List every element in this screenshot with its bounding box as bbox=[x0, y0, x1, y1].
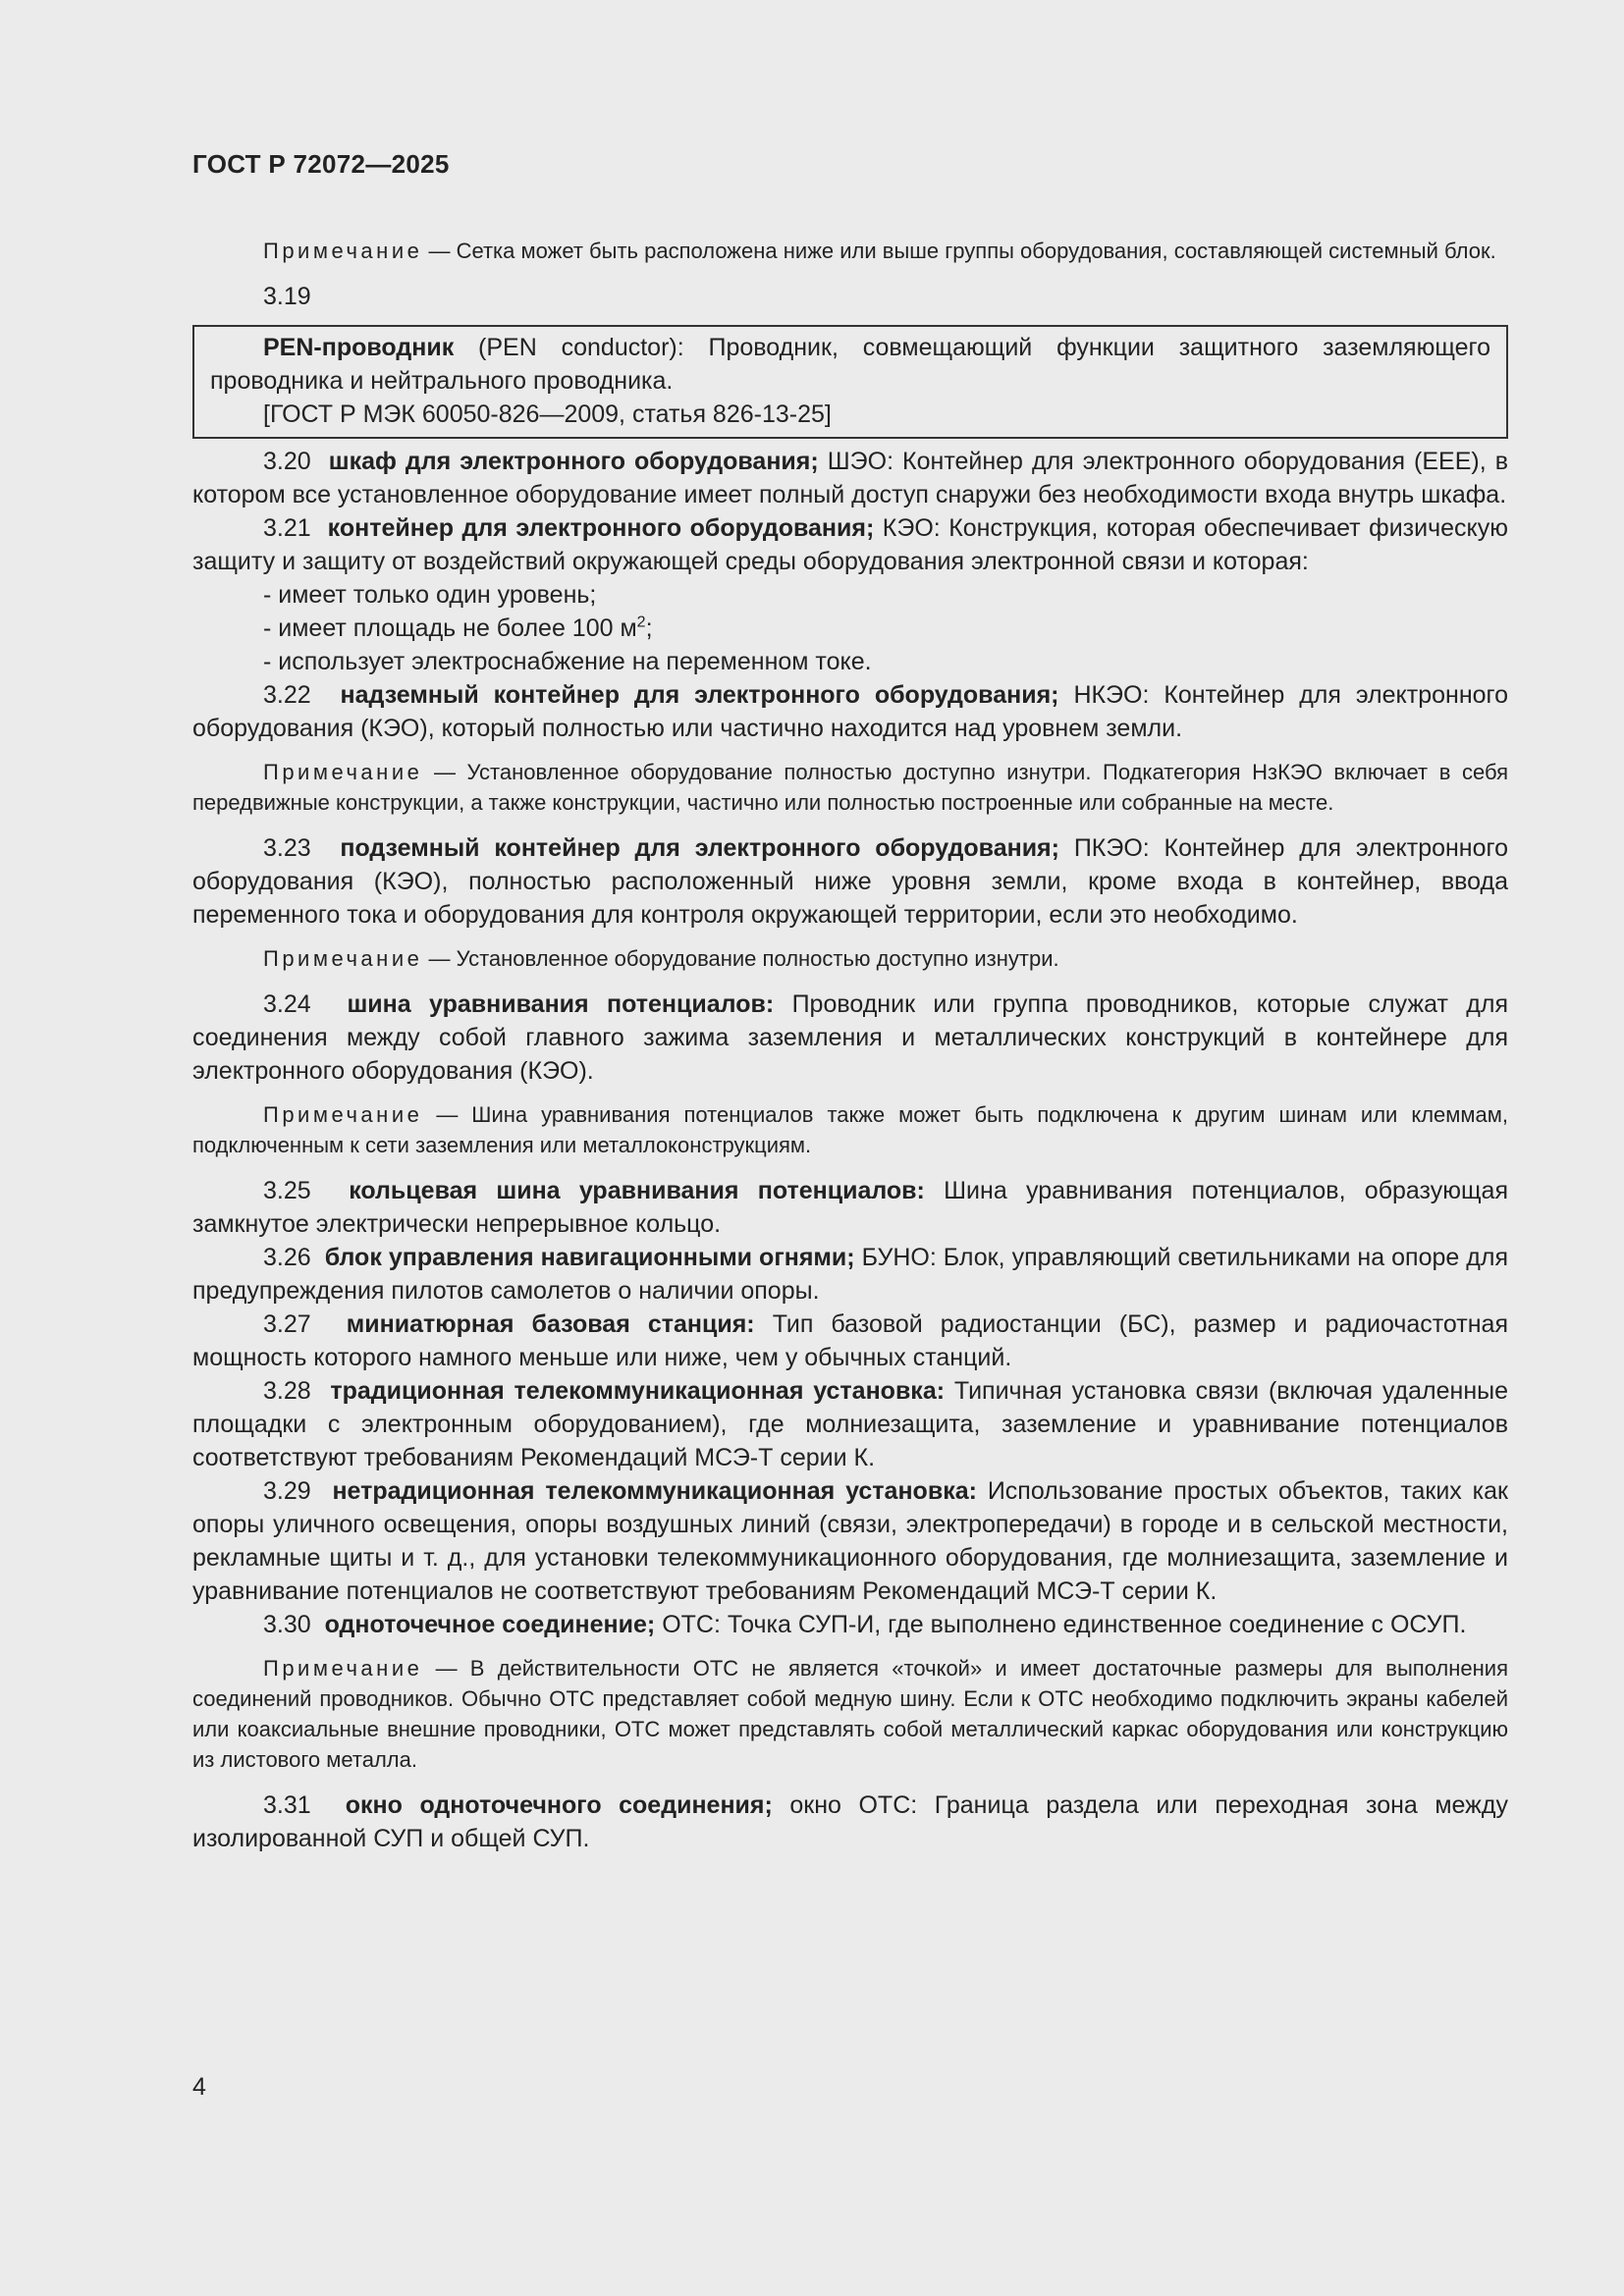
entry-paragraph bbox=[192, 445, 1508, 511]
entry-number: 3.23 bbox=[263, 834, 311, 862]
entry-number: 3.27 bbox=[263, 1310, 311, 1338]
entry-paragraph bbox=[192, 831, 1508, 932]
entry-number: 3.25 bbox=[263, 1177, 311, 1204]
note-label: Примечание bbox=[263, 239, 423, 263]
list-item-end: ; bbox=[645, 614, 653, 642]
note-paragraph bbox=[192, 236, 1508, 266]
term: подземный контейнер для электронного оборудования; bbox=[340, 834, 1059, 862]
list-item: - использует электроснабжение на переменном токе. bbox=[263, 648, 872, 675]
note-label: Примечание bbox=[263, 1102, 423, 1127]
document-header: ГОСТ Р 72072—2025 bbox=[192, 149, 450, 179]
entry-paragraph bbox=[192, 1241, 1508, 1308]
entry-number: 3.21 bbox=[263, 514, 311, 542]
note-paragraph bbox=[192, 1099, 1508, 1160]
superscript: 2 bbox=[636, 614, 646, 631]
list-item-text: - имеет площадь не более 100 м bbox=[263, 614, 637, 642]
entry-number: 3.22 bbox=[263, 681, 311, 709]
definition-text: (PEN conductor): Проводник, совмещающий функции защитного заземляющего проводника и нейтрального проводника. bbox=[210, 334, 1490, 395]
term: контейнер для электронного оборудования; bbox=[327, 514, 875, 542]
entry-paragraph bbox=[192, 1608, 1508, 1641]
term: блок управления навигационными огнями; bbox=[324, 1244, 855, 1271]
entry-number: 3.28 bbox=[263, 1377, 311, 1405]
term: кольцевая шина уравнивания потенциалов: bbox=[349, 1177, 925, 1204]
term: PEN-проводник bbox=[263, 334, 455, 361]
entry-number: 3.19 bbox=[263, 283, 311, 310]
definition-paragraph bbox=[210, 331, 1490, 398]
note-label: Примечание bbox=[263, 1656, 423, 1681]
definition-text: Тип базовой радиостанции (БС), размер и радиочастотная мощность которого намного меньше или ниже, чем у обычных станций. bbox=[192, 1310, 1508, 1371]
definition-text: НКЭО: Контейнер для электронного оборудования (КЭО), который полностью или частично находится над уровнем земли. bbox=[192, 681, 1508, 742]
list-item bbox=[192, 612, 1508, 645]
note-label: Примечание bbox=[263, 946, 423, 971]
entry-paragraph bbox=[192, 1174, 1508, 1241]
term: шкаф для электронного оборудования; bbox=[328, 448, 819, 475]
entry-paragraph bbox=[192, 1474, 1508, 1608]
entry-number: 3.26 bbox=[263, 1244, 311, 1271]
entry-number: 3.20 bbox=[263, 448, 311, 475]
document-body bbox=[192, 224, 1508, 1855]
note-paragraph bbox=[192, 757, 1508, 818]
note-label: Примечание bbox=[263, 760, 423, 784]
definition-text: Использование простых объектов, таких как опоры уличного освещения, опоры воздушных линий (связи, электропередачи) в городе и в сельской местности, рекламные щиты и т. д., для установки телекоммуникационного оборудования, где молниезащита, заземление и уравнивание потенциалов не соответствуют требованиям Рекомендаций МСЭ-Т серии К. bbox=[192, 1477, 1508, 1605]
list-item: - имеет только один уровень; bbox=[263, 581, 597, 609]
entry-number: 3.30 bbox=[263, 1611, 311, 1638]
term: нетрадиционная телекоммуникационная установка: bbox=[332, 1477, 977, 1505]
entry-number: 3.31 bbox=[263, 1791, 311, 1819]
note-text: — Установленное оборудование полностью доступно изнутри. Подкатегория НзКЭО включает в себя передвижные конструкции, а также конструкции, частично или полностью построенные или собранные на месте. bbox=[192, 760, 1508, 815]
term: одноточечное соединение; bbox=[324, 1611, 656, 1638]
entry-number: 3.29 bbox=[263, 1477, 311, 1505]
definition-text: ПКЭО: Контейнер для электронного оборудования (КЭО), полностью расположенный ниже уровня земли, кроме входа в контейнер, ввода переменного тока и оборудования для контроля окружающей территории, если это необходимо. bbox=[192, 834, 1508, 929]
definition-text: КЭО: Конструкция, которая обеспечивает физическую защиту и защиту от воздействий окружающей среды оборудования электронной связи и которая: bbox=[192, 514, 1508, 575]
note-text: — Шина уравнивания потенциалов также может быть подключена к другим шинам или клеммам, подключенным к сети заземления или металлоконструкциям. bbox=[192, 1102, 1508, 1157]
entry-paragraph bbox=[192, 988, 1508, 1088]
definition-source: [ГОСТ Р МЭК 60050-826—2009, статья 826-13-25] bbox=[263, 400, 832, 428]
term: шина уравнивания потенциалов: bbox=[347, 990, 775, 1018]
term: миниатюрная базовая станция: bbox=[346, 1310, 755, 1338]
page-number: 4 bbox=[192, 2073, 206, 2101]
note-text: — В действительности ОТС не является «точкой» и имеет достаточные размеры для выполнения соединений проводников. Обычно ОТС представляет собой медную шину. Если к ОТС необходимо подключить экраны кабелей или коаксиальные внешние проводники, ОТС может представлять собой металлический каркас оборудования или конструкцию из листового металла. bbox=[192, 1656, 1508, 1772]
term: традиционная телекоммуникационная установка: bbox=[330, 1377, 946, 1405]
note-paragraph bbox=[192, 1653, 1508, 1775]
term: надземный контейнер для электронного оборудования; bbox=[340, 681, 1059, 709]
definition-text: ШЭО: Контейнер для электронного оборудования (EEE), в котором все установленное оборудование имеет полный доступ снаружи без необходимости входа внутрь шкафа. bbox=[192, 448, 1508, 508]
definition-text: Типичная установка связи (включая удаленные площадки с электронным оборудованием), где молниезащита, заземление и уравнивание потенциалов соответствуют требованиям Рекомендаций МСЭ-Т серии К. bbox=[192, 1377, 1508, 1471]
entry-paragraph bbox=[192, 1789, 1508, 1855]
definition-text: Шина уравнивания потенциалов, образующая замкнутое электрически непрерывное кольцо. bbox=[192, 1177, 1508, 1238]
definition-text: БУНО: Блок, управляющий светильниками на опоре для предупреждения пилотов самолетов о наличии опоры. bbox=[192, 1244, 1508, 1305]
term: окно одноточечного соединения; bbox=[345, 1791, 773, 1819]
entry-paragraph bbox=[192, 1308, 1508, 1374]
definition-text: ОТС: Точка СУП-И, где выполнено единственное соединение с ОСУП. bbox=[655, 1611, 1467, 1638]
definition-text: Проводник или группа проводников, которые служат для соединения между собой главного зажима заземления и металлических конструкций в контейнере для электронного оборудования (КЭО). bbox=[192, 990, 1508, 1085]
definition-text: окно ОТС: Граница раздела или переходная зона между изолированной СУП и общей СУП. bbox=[192, 1791, 1508, 1852]
entry-paragraph bbox=[192, 511, 1508, 578]
definition-box bbox=[192, 325, 1508, 439]
entry-number: 3.24 bbox=[263, 990, 311, 1018]
note-text: — Установленное оборудование полностью доступно изнутри. bbox=[428, 946, 1059, 971]
entry-paragraph bbox=[192, 678, 1508, 745]
note-paragraph bbox=[192, 943, 1508, 974]
note-text: — Сетка может быть расположена ниже или выше группы оборудования, составляющей системный блок. bbox=[428, 239, 1496, 263]
entry-paragraph bbox=[192, 1374, 1508, 1474]
